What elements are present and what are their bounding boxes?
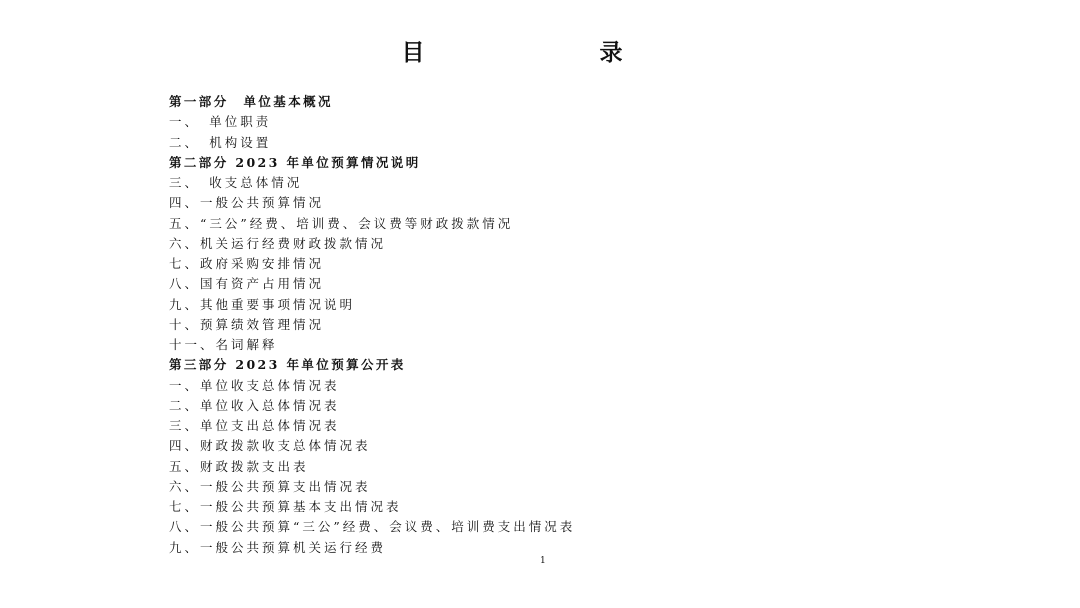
toc-entry: 十一、名词解释: [169, 337, 278, 352]
toc-entry: 九、其他重要事项情况说明: [169, 296, 356, 312]
toc-entry: 八、国有资产占用情况: [169, 276, 325, 292]
toc-entry: 三、 收支总体情况: [169, 175, 303, 190]
toc-entry: 七、政府采购安排情况: [169, 256, 325, 271]
toc-entry: 十、预算绩效管理情况: [169, 316, 325, 332]
toc-entry: 九、一般公共预算机关运行经费: [169, 539, 387, 555]
toc-entry: 六、一般公共预算支出情况表: [169, 478, 371, 494]
toc-entry: 六、机关运行经费财政拨款情况: [169, 235, 387, 251]
page-title: 目 录: [401, 39, 699, 66]
table-of-contents: [169, 92, 969, 558]
toc-entry: 四、财政拨款收支总体情况表: [169, 438, 371, 454]
toc-entry: 八、一般公共预算“三公”经费、会议费、培训费支出情况表: [169, 519, 576, 535]
toc-entry: 一、 单位职责: [169, 114, 272, 130]
toc-section-heading: 第一部分 单位基本概况: [169, 94, 333, 109]
toc-entry: 三、单位支出总体情况表: [169, 418, 340, 433]
toc-section-heading: 第三部分 2023 年单位预算公开表: [169, 357, 406, 373]
toc-entry: 七、一般公共预算基本支出情况表: [169, 499, 402, 514]
toc-entry: 一、单位收支总体情况表: [169, 377, 340, 393]
toc-entry: 五、财政拨款支出表: [169, 458, 309, 474]
toc-entry: 四、一般公共预算情况: [169, 195, 325, 211]
page-number: 1: [540, 556, 546, 566]
toc-section-heading: 第二部分 2023 年单位预算情况说明: [169, 154, 421, 170]
toc-entry: 二、单位收入总体情况表: [169, 397, 340, 413]
toc-entry: 五、“三公”经费、培训费、会议费等财政拨款情况: [169, 215, 514, 231]
toc-entry: 二、 机构设置: [169, 134, 272, 150]
